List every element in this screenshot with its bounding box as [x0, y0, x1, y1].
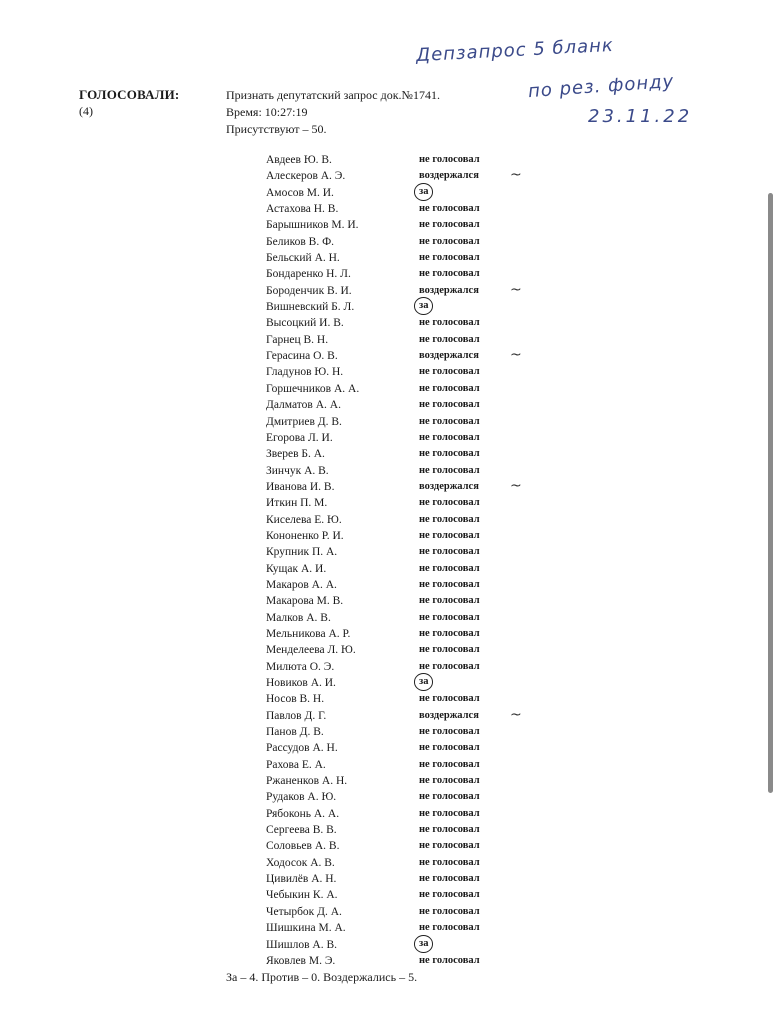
deputy-name: Алескеров А. Э.	[266, 170, 346, 183]
deputy-name: Бороденчик В. И.	[266, 284, 352, 297]
circled-vote-result: за	[414, 183, 433, 201]
vote-row	[266, 740, 556, 756]
vote-row	[266, 185, 556, 201]
vote-row	[266, 463, 556, 479]
deputy-name: Шишкина М. А.	[266, 922, 346, 935]
vote-row	[266, 920, 556, 936]
vote-result: не голосовал	[419, 742, 480, 754]
vote-row	[266, 887, 556, 903]
vote-row	[266, 642, 556, 658]
deputy-name: Новиков А. И.	[266, 677, 336, 689]
vote-row	[266, 266, 556, 282]
vote-row	[266, 610, 556, 626]
deputy-name: Бондаренко Н. Л.	[266, 268, 351, 281]
vote-result: не голосовал	[419, 317, 480, 329]
vote-result: не голосовал	[419, 513, 480, 525]
vote-result: не голосовал	[419, 415, 480, 427]
vote-result: воздержался	[419, 350, 479, 362]
deputy-name: Зверев Б. А.	[266, 448, 325, 461]
vote-row	[266, 315, 556, 331]
vote-row	[266, 904, 556, 920]
voted-label: ГОЛОСОВАЛИ:	[79, 87, 180, 102]
vote-row	[266, 217, 556, 233]
deputy-name: Менделеева Л. Ю.	[266, 644, 356, 657]
vote-row	[266, 446, 556, 462]
vote-result: не голосовал	[419, 627, 480, 639]
vote-row	[266, 724, 556, 740]
deputy-name: Вишневский Б. Л.	[266, 301, 355, 314]
deputy-name: Павлов Д. Г.	[266, 709, 327, 722]
deputy-name: Беликов В. Ф.	[266, 235, 335, 248]
vote-result: не голосовал	[419, 775, 480, 787]
vote-result: не голосовал	[419, 791, 480, 803]
vote-row	[266, 201, 556, 217]
vote-result: не голосовал	[419, 905, 480, 917]
vote-row	[266, 381, 556, 397]
vote-row	[266, 675, 556, 691]
vote-row	[266, 561, 556, 577]
vote-row	[266, 348, 556, 364]
vote-row	[266, 528, 556, 544]
vote-result: не голосовал	[419, 546, 480, 558]
vote-result: не голосовал	[419, 660, 480, 672]
handwritten-tilde-mark: ~	[510, 167, 522, 184]
deputy-name: Амосов М. И.	[266, 186, 334, 199]
deputy-name: Чебыкин К. А.	[266, 889, 338, 902]
deputy-name: Рахова Е. А.	[266, 758, 326, 771]
vote-result: не голосовал	[419, 562, 480, 574]
deputy-name: Шишлов А. В.	[266, 938, 338, 951]
vote-row	[266, 414, 556, 430]
decision-text: Признать депутатский запрос док.№1741.	[226, 88, 440, 102]
vote-result: не голосовал	[419, 431, 480, 443]
vote-row	[266, 364, 556, 380]
deputy-name: Бельский А. Н.	[266, 252, 340, 265]
deputy-name: Макарова М. В.	[266, 595, 344, 608]
deputy-name: Астахова Н. В.	[266, 203, 339, 216]
vote-result: не голосовал	[419, 203, 480, 215]
deputy-name: Горшечников А. А.	[266, 382, 360, 395]
deputy-name: Цивилёв А. Н.	[266, 873, 337, 886]
vote-time: Время: 10:27:19	[226, 105, 308, 119]
vote-row	[266, 953, 556, 969]
vote-row	[266, 283, 556, 299]
present-count: Присутствуют – 50.	[226, 122, 327, 136]
vote-row	[266, 659, 556, 675]
deputy-name: Киселева Е. Ю.	[266, 513, 342, 526]
deputy-name: Гарнец В. Н.	[266, 333, 329, 346]
vote-result: не голосовал	[419, 644, 480, 656]
vote-summary: За – 4. Против – 0. Воздержались – 5.	[226, 970, 418, 984]
deputy-name: Зинчук А. В.	[266, 464, 329, 477]
deputy-name: Рассудов А. Н.	[266, 742, 338, 755]
vote-row	[266, 397, 556, 413]
deputy-name: Ходосок А. В.	[266, 856, 335, 869]
vote-result: не голосовал	[419, 889, 480, 901]
deputy-name: Носов В. Н.	[266, 693, 325, 706]
vote-result: не голосовал	[419, 922, 480, 934]
vote-row	[266, 806, 556, 822]
deputy-name: Рябоконь А. А.	[266, 807, 340, 820]
vote-result: воздержался	[419, 709, 479, 721]
vote-row	[266, 757, 556, 773]
vote-result: не голосовал	[419, 578, 480, 590]
vote-row	[266, 479, 556, 495]
circled-vote-result: за	[414, 935, 433, 953]
vote-row	[266, 152, 556, 168]
deputy-name: Иткин П. М.	[266, 497, 328, 510]
vote-result: не голосовал	[419, 856, 480, 868]
circled-vote-result: за	[414, 297, 433, 315]
vote-result: не голосовал	[419, 219, 480, 231]
vote-result: не голосовал	[419, 693, 480, 705]
deputy-name: Герасина О. В.	[266, 350, 338, 363]
vote-list	[266, 152, 556, 969]
vote-result: не голосовал	[419, 840, 480, 852]
deputy-name: Соловьев А. В.	[266, 840, 340, 853]
deputy-name: Малков А. В.	[266, 611, 331, 624]
vote-result: не голосовал	[419, 399, 480, 411]
vote-result: воздержался	[419, 284, 479, 296]
deputy-name: Макаров А. А.	[266, 578, 337, 591]
vote-result: не голосовал	[419, 497, 480, 509]
item-number: (4)	[79, 104, 93, 118]
vote-result: не голосовал	[419, 366, 480, 378]
vote-row	[266, 168, 556, 184]
vote-row	[266, 789, 556, 805]
deputy-name: Четырбок Д. А.	[266, 905, 342, 918]
vote-row	[266, 871, 556, 887]
deputy-name: Панов Д. В.	[266, 726, 324, 739]
deputy-name: Дмитриев Д. В.	[266, 415, 342, 428]
vote-result: не голосовал	[419, 611, 480, 623]
vote-result: не голосовал	[419, 824, 480, 836]
vote-result: не голосовал	[419, 954, 480, 966]
handwritten-note-date: 23.11.22	[588, 106, 693, 127]
vote-header	[226, 87, 440, 138]
scrollbar[interactable]	[768, 193, 773, 793]
deputy-name: Авдеев Ю. В.	[266, 154, 332, 166]
handwritten-note-line-2: по рез. фонду	[527, 70, 675, 103]
vote-row	[266, 708, 556, 724]
deputy-name: Сергеева В. В.	[266, 824, 337, 837]
deputy-name: Гладунов Ю. Н.	[266, 366, 344, 379]
vote-result: не голосовал	[419, 529, 480, 541]
handwritten-tilde-mark: ~	[510, 706, 522, 723]
vote-result: не голосовал	[419, 333, 480, 345]
vote-result: не голосовал	[419, 448, 480, 460]
circled-vote-result: за	[414, 673, 433, 691]
vote-row	[266, 577, 556, 593]
handwritten-note-line-1: Депзапрос 5 бланк	[415, 34, 615, 67]
deputy-name: Рудаков А. Ю.	[266, 791, 337, 804]
vote-row	[266, 495, 556, 511]
vote-result: не голосовал	[419, 382, 480, 394]
vote-result: не голосовал	[419, 464, 480, 476]
vote-result: не голосовал	[419, 595, 480, 607]
vote-row	[266, 512, 556, 528]
deputy-name: Кущак А. И.	[266, 562, 327, 575]
vote-row	[266, 593, 556, 609]
vote-row	[266, 234, 556, 250]
vote-result: не голосовал	[419, 807, 480, 819]
deputy-name: Барышников М. И.	[266, 219, 359, 232]
vote-row	[266, 299, 556, 315]
handwritten-tilde-mark: ~	[510, 477, 522, 494]
deputy-name: Мельникова А. Р.	[266, 627, 351, 640]
vote-result: не голосовал	[419, 726, 480, 738]
deputy-name: Далматов А. А.	[266, 399, 341, 412]
deputy-name: Ржаненков А. Н.	[266, 775, 348, 788]
deputy-name: Яковлев М. Э.	[266, 954, 336, 967]
vote-result: не голосовал	[419, 154, 480, 165]
vote-row	[266, 855, 556, 871]
vote-row	[266, 937, 556, 953]
deputy-name: Иванова И. В.	[266, 480, 335, 493]
vote-row	[266, 332, 556, 348]
deputy-name: Высоцкий И. В.	[266, 317, 344, 330]
deputy-name: Кононенко Р. И.	[266, 529, 344, 542]
vote-result: не голосовал	[419, 268, 480, 280]
vote-row	[266, 430, 556, 446]
vote-row	[266, 691, 556, 707]
deputy-name: Крупник П. А.	[266, 546, 338, 559]
vote-row	[266, 250, 556, 266]
vote-result: не голосовал	[419, 873, 480, 885]
vote-result: не голосовал	[419, 252, 480, 264]
vote-row	[266, 822, 556, 838]
vote-result: не голосовал	[419, 235, 480, 247]
deputy-name: Милюта О. Э.	[266, 660, 335, 673]
vote-result: воздержался	[419, 480, 479, 492]
vote-result: воздержался	[419, 170, 479, 182]
vote-row	[266, 626, 556, 642]
deputy-name: Егорова Л. И.	[266, 431, 333, 444]
vote-row	[266, 544, 556, 560]
vote-row	[266, 838, 556, 854]
vote-row	[266, 773, 556, 789]
vote-result: не голосовал	[419, 758, 480, 770]
handwritten-tilde-mark: ~	[510, 347, 522, 364]
handwritten-tilde-mark: ~	[510, 281, 522, 298]
